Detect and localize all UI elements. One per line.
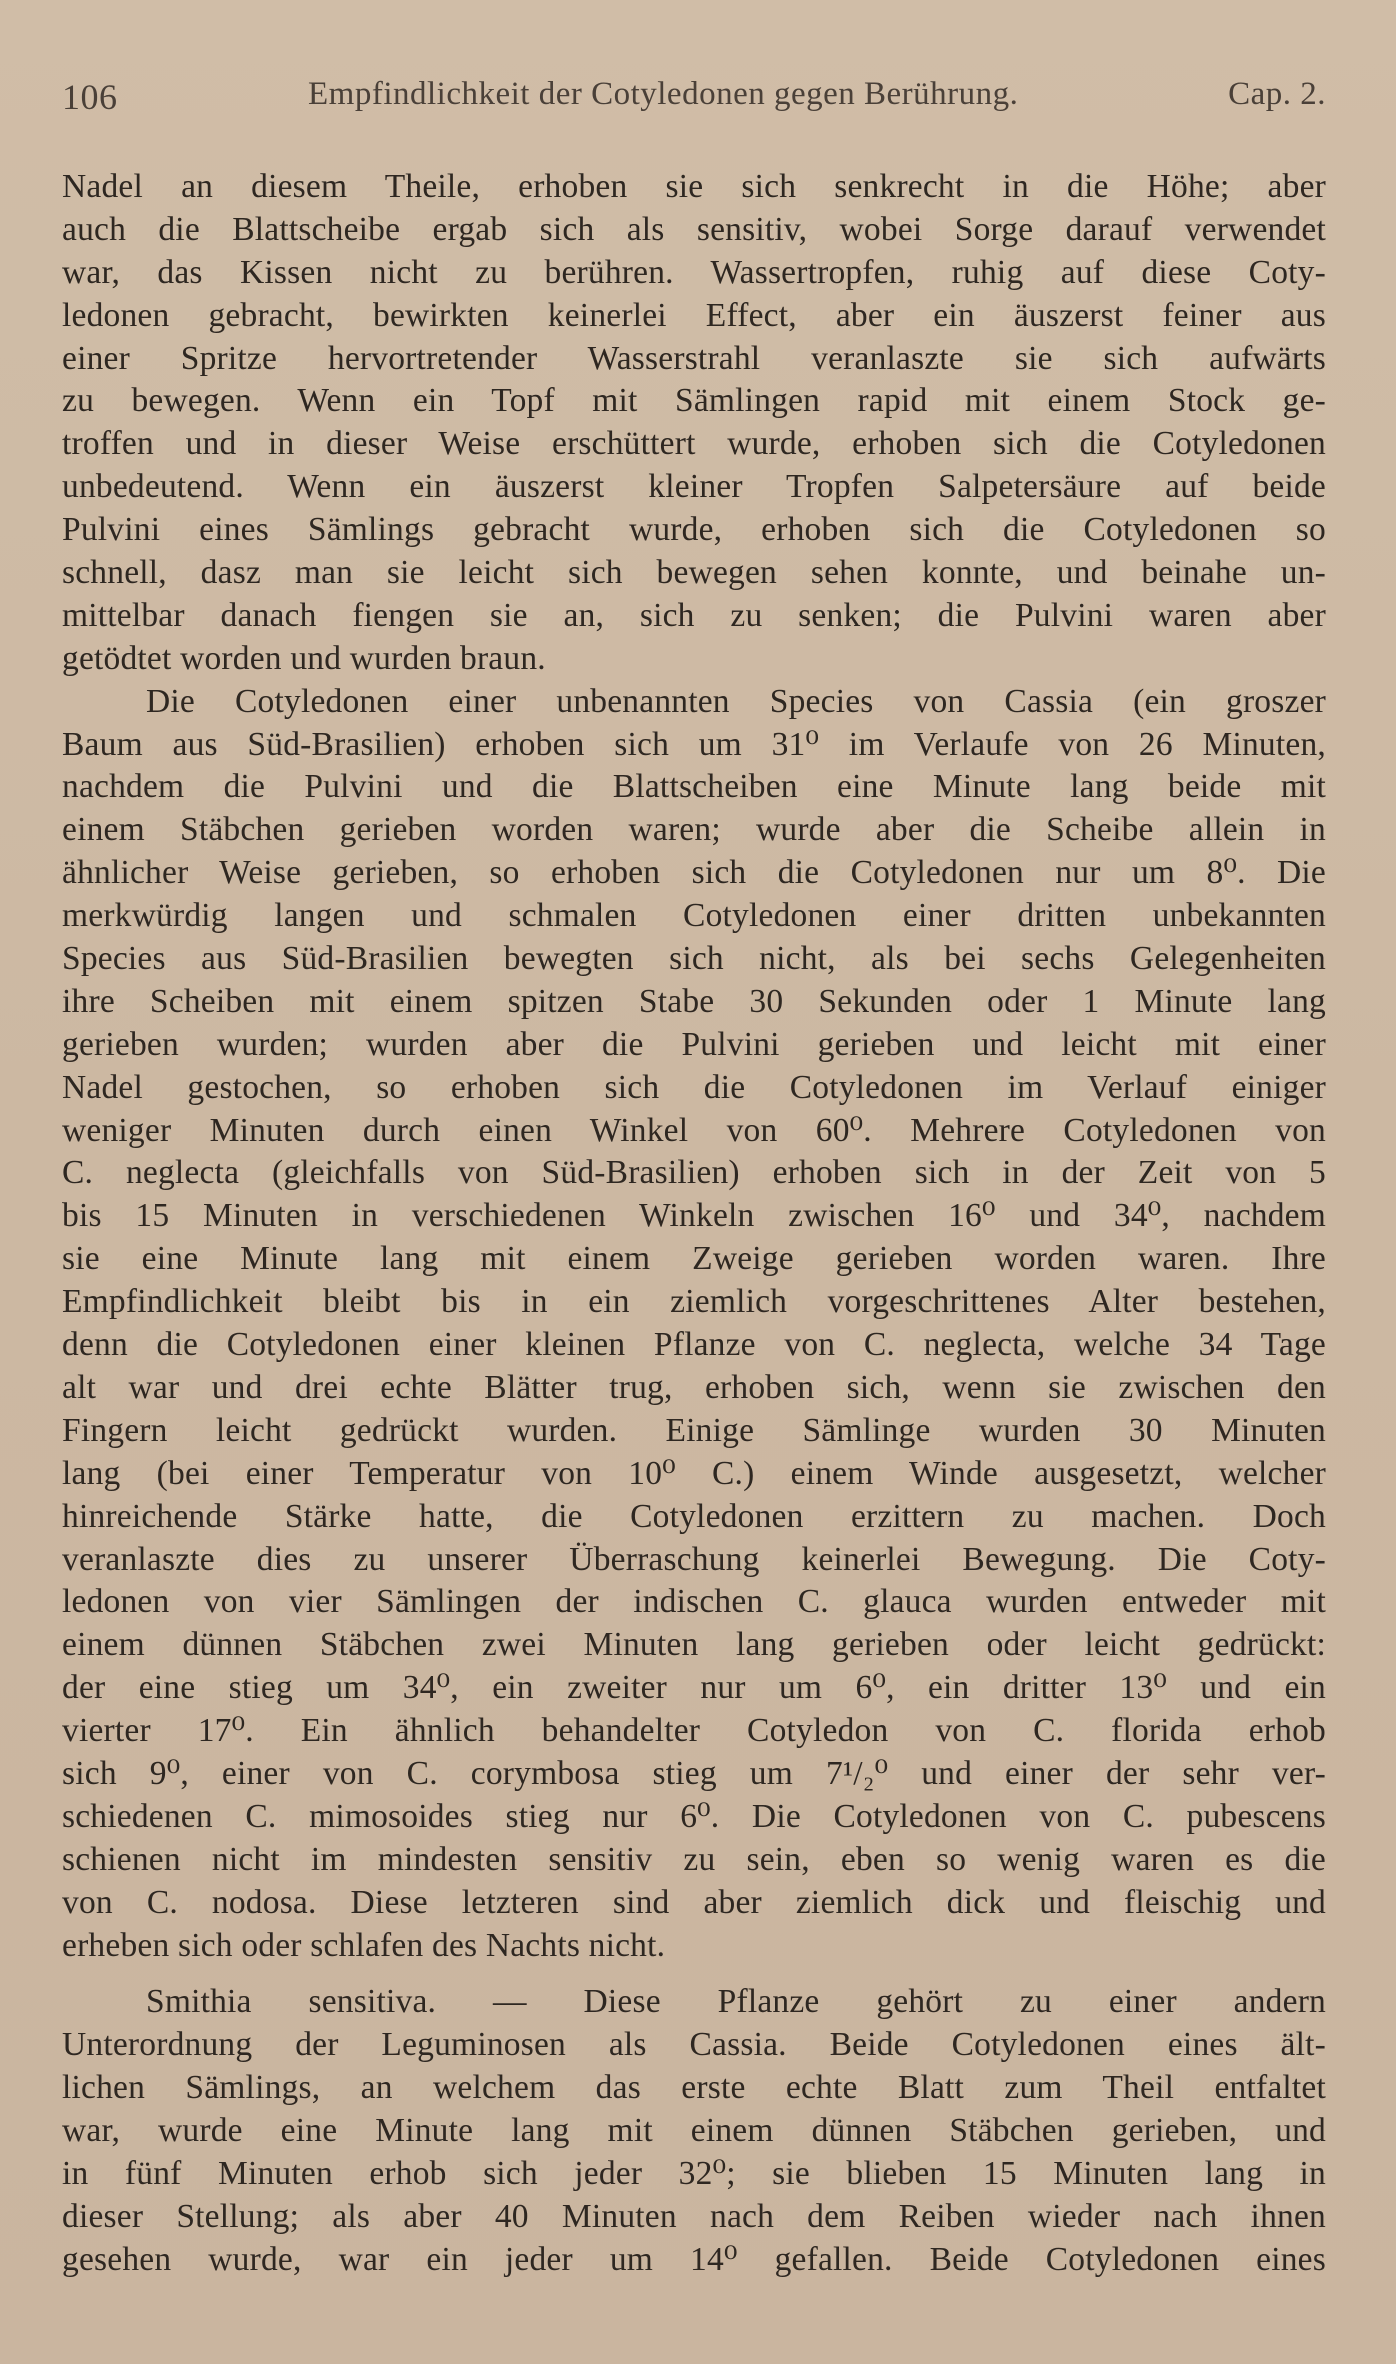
text-line: Empfindlichkeit bleibt bis in ein ziemlich vorgeschrittenes Alter bestehen, (62, 1283, 1326, 1321)
text-line: ähnlicher Weise gerieben, so erhoben sich die Cotyledonen nur um 8⁰. Die (62, 854, 1326, 892)
text-line: nachdem die Pulvini und die Blattscheiben eine Minute lang beide mit (62, 768, 1326, 806)
text-line: bis 15 Minuten in verschiedenen Winkeln zwischen 16⁰ und 34⁰, nachdem (62, 1197, 1326, 1235)
text-line: ledonen von vier Sämlingen der indischen C. glauca wurden entweder mit (62, 1583, 1326, 1621)
text-line: denn die Cotyledonen einer kleinen Pflanze von C. neglecta, welche 34 Tage (62, 1326, 1326, 1364)
text-line: Nadel gestochen, so erhoben sich die Cotyledonen im Verlauf einiger (62, 1068, 1326, 1106)
running-head (62, 76, 1326, 124)
text-line: der eine stieg um 34⁰, ein zweiter nur um 6⁰, ein dritter 13⁰ und ein (62, 1669, 1326, 1707)
text-line: Fingern leicht gedrückt wurden. Einige Sämlinge wurden 30 Minuten (62, 1411, 1326, 1449)
text-line: weniger Minuten durch einen Winkel von 60⁰. Mehrere Cotyledonen von (62, 1111, 1326, 1149)
text-line: C. neglecta (gleichfalls von Süd-Brasilien) erhoben sich in der Zeit von 5 (62, 1154, 1326, 1192)
text-line: hinreichende Stärke hatte, die Cotyledonen erzittern zu machen. Doch (62, 1497, 1326, 1535)
text-line: schnell, dasz man sie leicht sich bewegen sehen konnte, und beinahe un- (62, 554, 1326, 592)
text-line: lang (bei einer Temperatur von 10⁰ C.) einem Winde ausgesetzt, welcher (62, 1454, 1326, 1492)
text-line: ihre Scheiben mit einem spitzen Stabe 30 Sekunden oder 1 Minute lang (62, 982, 1326, 1020)
text-line: mittelbar danach fiengen sie an, sich zu senken; die Pulvini waren aber (62, 596, 1326, 634)
text-line: sich 9⁰, einer von C. corymbosa stieg um 7¹/₂⁰ und einer der sehr ver- (62, 1754, 1326, 1792)
text-line: Unterordnung der Leguminosen als Cassia. Beide Cotyledonen eines ält- (62, 2026, 1326, 2064)
text-line: auch die Blattscheibe ergab sich als sensitiv, wobei Sorge darauf verwendet (62, 210, 1326, 248)
text-line: vierter 17⁰. Ein ähnlich behandelter Cotyledon von C. florida erhob (62, 1712, 1326, 1750)
text-line: zu bewegen. Wenn ein Topf mit Sämlingen rapid mit einem Stock ge- (62, 382, 1326, 420)
text-line: merkwürdig langen und schmalen Cotyledonen einer dritten unbekannten (62, 897, 1326, 935)
text-line: Smithia sensitiva. — Diese Pflanze gehört zu einer andern (146, 1983, 1326, 2021)
text-line: war, wurde eine Minute lang mit einem dünnen Stäbchen gerieben, und (62, 2112, 1326, 2150)
text-line: Pulvini eines Sämlings gebracht wurde, erhoben sich die Cotyledonen so (62, 511, 1326, 549)
text-line: Nadel an diesem Theile, erhoben sie sich senkrecht in die Höhe; aber (62, 168, 1326, 205)
body-text (62, 166, 1326, 2282)
text-line: lichen Sämlings, an welchem das erste echte Blatt zum Theil entfaltet (62, 2069, 1326, 2107)
text-line: einem Stäbchen gerieben worden waren; wurde aber die Scheibe allein in (62, 811, 1326, 849)
text-line: dieser Stellung; als aber 40 Minuten nach dem Reiben wieder nach ihnen (62, 2197, 1326, 2235)
text-line: einer Spritze hervortretender Wasserstrahl veranlaszte sie sich aufwärts (62, 339, 1326, 377)
text-line: gesehen wurde, war ein jeder um 14⁰ gefallen. Beide Cotyledonen eines (62, 2240, 1326, 2278)
text-line: in fünf Minuten erhob sich jeder 32⁰; sie blieben 15 Minuten lang in (62, 2154, 1326, 2192)
text-line: schienen nicht im mindesten sensitiv zu sein, eben so wenig waren es die (62, 1840, 1326, 1878)
text-line: war, das Kissen nicht zu berühren. Wassertropfen, ruhig auf diese Coty- (62, 253, 1326, 291)
text-line: einem dünnen Stäbchen zwei Minuten lang gerieben oder leicht gedrückt: (62, 1626, 1326, 1664)
text-line: sie eine Minute lang mit einem Zweige gerieben worden waren. Ihre (62, 1240, 1326, 1278)
running-title: Empfindlichkeit der Cotyledonen gegen Berührung. (308, 76, 1019, 112)
text-line: alt war und drei echte Blätter trug, erhoben sich, wenn sie zwischen den (62, 1368, 1326, 1406)
text-line: troffen und in dieser Weise erschüttert wurde, erhoben sich die Cotyledonen (62, 425, 1326, 463)
text-line: Baum aus Süd-Brasilien) erhoben sich um 31⁰ im Verlaufe von 26 Minuten, (62, 725, 1326, 763)
text-line: gerieben wurden; wurden aber die Pulvini gerieben und leicht mit einer (62, 1025, 1326, 1063)
text-line: unbedeutend. Wenn ein äuszerst kleiner Tropfen Salpetersäure auf beide (62, 468, 1326, 506)
text-line: Die Cotyledonen einer unbenannten Species von Cassia (ein groszer (146, 682, 1326, 720)
text-line: Species aus Süd-Brasilien bewegten sich nicht, als bei sechs Gelegenheiten (62, 940, 1326, 978)
text-line: schiedenen C. mimosoides stieg nur 6⁰. Die Cotyledonen von C. pubescens (62, 1797, 1326, 1835)
text-line: erheben sich oder schlafen des Nachts nicht. (62, 1926, 666, 1964)
text-line: getödtet worden und wurden braun. (62, 639, 546, 677)
text-line: von C. nodosa. Diese letzteren sind aber ziemlich dick und fleischig und (62, 1883, 1326, 1921)
chapter-label: Cap. 2. (1228, 76, 1326, 112)
text-line: ledonen gebracht, bewirkten keinerlei Effect, aber ein äuszerst feiner aus (62, 296, 1326, 334)
text-line: veranlaszte dies zu unserer Überraschung keinerlei Bewegung. Die Coty- (62, 1540, 1326, 1578)
page-number: 106 (62, 77, 118, 117)
